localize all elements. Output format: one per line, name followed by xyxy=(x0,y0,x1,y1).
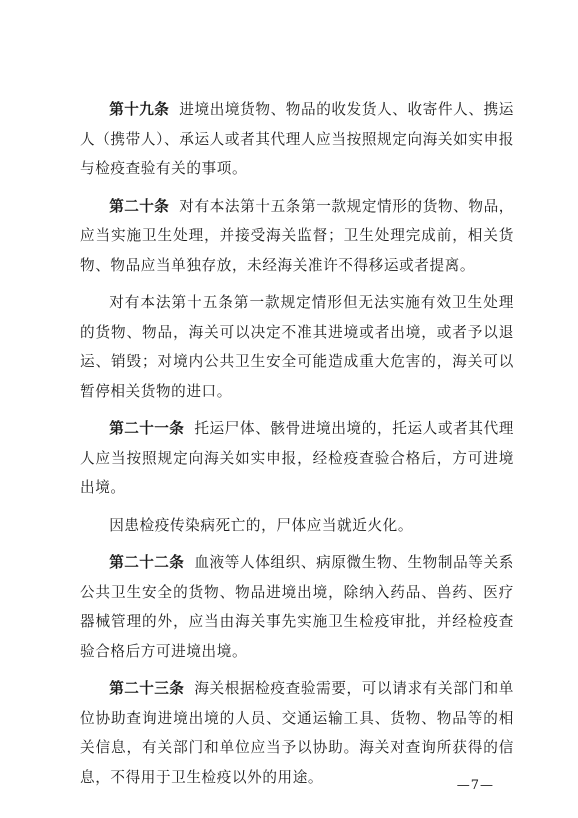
article-number: 第二十三条 xyxy=(109,680,185,697)
article-19 xyxy=(80,95,514,184)
article-text: 进境出境货物、物品的收发货人、收寄件人、携运人（携带人）、承运人或者其代理人应当按照规定向海关如实申报与检疫查验有关的事项。 xyxy=(80,101,515,177)
article-text: 血液等人体组织、病原微生物、生物制品等关系公共卫生安全的货物、物品进境出境，除纳入药品、兽药、医疗器械管理的外，应当由海关事先实施卫生检疫审批，并经检疫查验合格后方可进境出境。 xyxy=(80,554,514,660)
article-22 xyxy=(80,548,514,666)
article-21-paragraph-2: 因患检疫传染病死亡的，尸体应当就近火化。 xyxy=(109,516,414,534)
article-21 xyxy=(80,414,514,503)
article-20 xyxy=(80,192,514,281)
article-number: 第十九条 xyxy=(109,101,170,118)
article-number: 第二十条 xyxy=(109,197,170,215)
article-text: 对有本法第十五条第一款规定情形的货物、物品，应当实施卫生处理，并接受海关监督；卫生处理完成前，相关货物、物品应当单独存放，未经海关准许不得移运或者提离。 xyxy=(80,197,515,274)
article-number: 第二十一条 xyxy=(109,420,185,437)
article-20-paragraph-2: 对有本法第十五条第一款规定情形但无法实施有效卫生处理的货物、物品，海关可以决定不准其进境或者出境，或者予以退运、销毁；对境内公共卫生安全可能造成重大危害的，海关可以暂停相关货物的进口。 xyxy=(80,294,514,400)
article-text: 海关根据检疫查验需要，可以请求有关部门和单位协助查询进境出境的人员、交通运输工具、货物、物品等的相关信息，有关部门和单位应当予以协助。海关对查询所获得的信息，不得用于卫生检疫以外的用途。 xyxy=(80,680,514,786)
page-number: —7— xyxy=(456,778,494,793)
article-text: 托运尸体、骸骨进境出境的，托运人或者其代理人应当按照规定向海关如实申报，经检疫查验合格后，方可进境出境。 xyxy=(80,420,514,496)
document-body xyxy=(80,95,514,800)
article-23 xyxy=(80,674,514,792)
article-number: 第二十二条 xyxy=(109,554,185,571)
